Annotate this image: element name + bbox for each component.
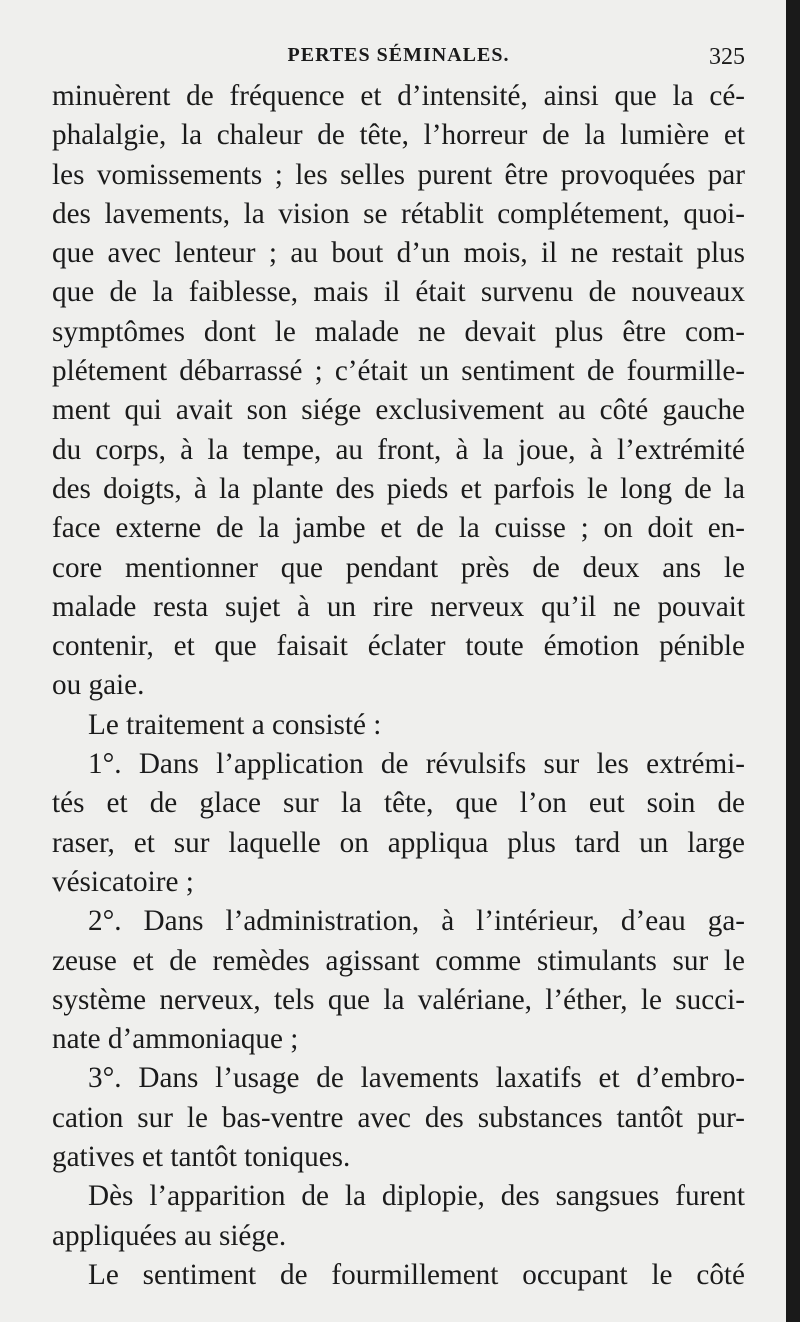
- text-line: que de la faiblesse, mais il était survenu de nouveaux: [52, 276, 745, 309]
- text-line: ou gaie.: [52, 669, 145, 702]
- text-line: les vomissements ; les selles purent être provoquées par: [52, 158, 745, 191]
- text-line: cation sur le bas-ventre avec des substances tantôt pur-: [52, 1101, 745, 1134]
- text-line: Le traitement a consisté :: [88, 708, 382, 741]
- text-line: que avec lenteur ; au bout d’un mois, il ne restait plus: [52, 237, 745, 270]
- text-line: Dès l’apparition de la diplopie, des sangsues furent: [88, 1180, 745, 1213]
- text-line: Le sentiment de fourmillement occupant le côté: [88, 1258, 745, 1291]
- text-line: 3°. Dans l’usage de lavements laxatifs et d’embro-: [88, 1062, 745, 1095]
- text-line: nate d’ammoniaque ;: [52, 1023, 299, 1056]
- page-number: 325: [709, 44, 745, 70]
- text-line: des doigts, à la plante des pieds et parfois le long de la: [52, 472, 745, 505]
- text-line: 1°. Dans l’application de révulsifs sur les extrémi-: [88, 748, 745, 781]
- text-line: système nerveux, tels que la valériane, l’éther, le succi-: [52, 983, 745, 1016]
- text-line: vésicatoire ;: [52, 865, 194, 898]
- text-line: phalalgie, la chaleur de tête, l’horreur de la lumière et: [52, 119, 745, 152]
- text-line: tés et de glace sur la tête, que l’on eut soin de: [52, 787, 745, 820]
- text-line: plétement débarrassé ; c’était un sentiment de fourmille-: [52, 355, 745, 388]
- text-line: raser, et sur laquelle on appliqua plus tard un large: [52, 826, 745, 859]
- text-line: contenir, et que faisait éclater toute émotion pénible: [52, 630, 745, 663]
- text-line: malade resta sujet à un rire nerveux qu’il ne pouvait: [52, 590, 745, 623]
- body-text: [52, 77, 745, 1295]
- text-line: face externe de la jambe et de la cuisse ; on doit en-: [52, 512, 745, 545]
- running-title: PERTES SÉMINALES.: [287, 44, 510, 66]
- running-head: [52, 44, 745, 76]
- text-line: symptômes dont le malade ne devait plus être com-: [52, 315, 745, 348]
- text-line: minuèrent de fréquence et d’intensité, ainsi que la cé-: [52, 80, 745, 112]
- text-line: ment qui avait son siége exclusivement au côté gauche: [52, 394, 745, 427]
- text-line: gatives et tantôt toniques.: [52, 1141, 351, 1174]
- text-line: zeuse et de remèdes agissant comme stimulants sur le: [52, 944, 745, 977]
- text-line: core mentionner que pendant près de deux ans le: [52, 551, 745, 584]
- text-line: appliquées au siége.: [52, 1219, 287, 1252]
- text-line: du corps, à la tempe, au front, à la joue, à l’extrémité: [52, 433, 745, 466]
- text-line: 2°. Dans l’administration, à l’intérieur, d’eau ga-: [88, 905, 745, 938]
- text-line: des lavements, la vision se rétablit complétement, quoi-: [52, 197, 745, 230]
